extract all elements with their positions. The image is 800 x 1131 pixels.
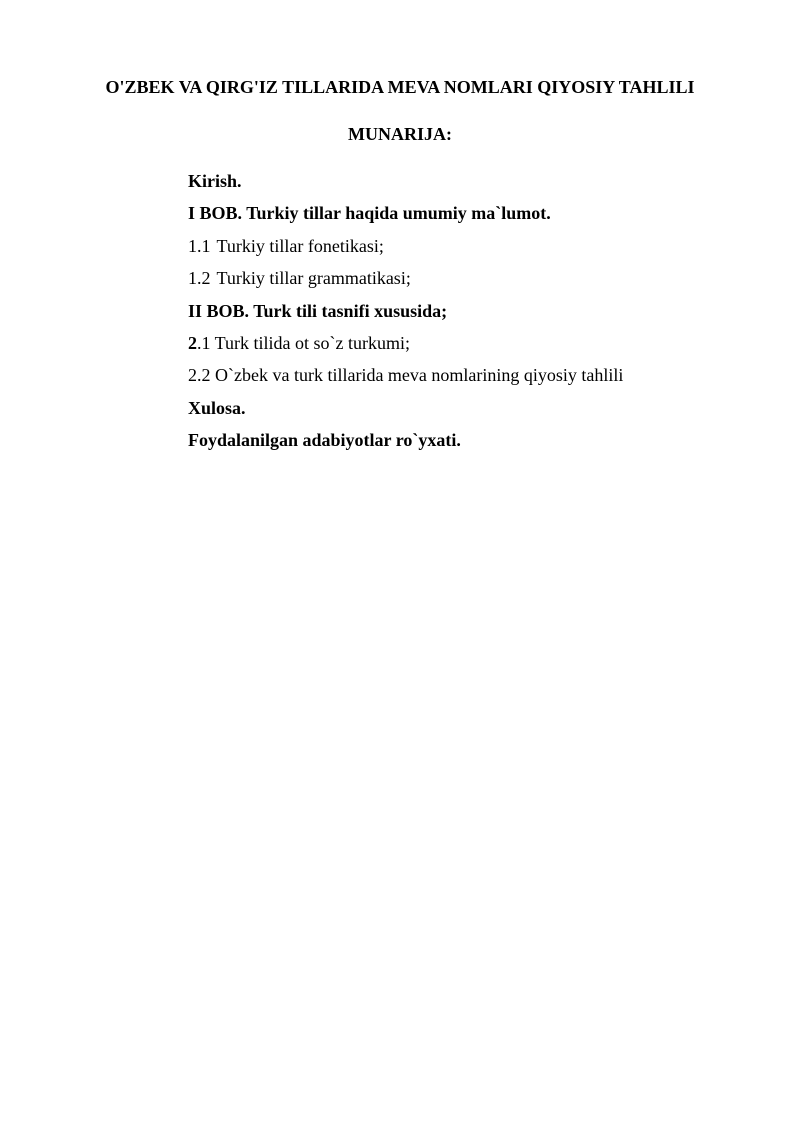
- toc-entry-introduction: Kirish.: [188, 171, 242, 191]
- table-of-contents: [188, 170, 623, 462]
- section-number: 1.2: [188, 268, 211, 289]
- toc-entry-references: Foydalanilgan adabiyotlar ro`yxati.: [188, 430, 461, 451]
- document-title: O'ZBEK VA QIRG'IZ TILLARIDA MEVA NOMLARI QIYOSIY TAHLILI: [105, 77, 695, 97]
- toc-entry-section-2-2: 2.2 O`zbek va turk tillarida meva nomlarining qiyosiy tahlili: [188, 365, 624, 386]
- toc-entry-chapter-1: I BOB. Turkiy tillar haqida umumiy ma`lumot.: [188, 203, 551, 224]
- contents-heading: MUNARIJA:: [348, 124, 452, 144]
- toc-entry-section-2-1: [188, 332, 623, 354]
- toc-entry-chapter-2: II BOB. Turk tili tasnifi xususida;: [188, 300, 448, 321]
- toc-entry-section-1-1: [188, 235, 623, 257]
- section-title: Turkiy tillar fonetikasi;: [216, 235, 384, 256]
- section-number: 1.1: [188, 235, 211, 256]
- toc-entry-section-1-2: [188, 267, 623, 289]
- section-title: .1 Turk tilida ot so`z turkumi;: [197, 332, 411, 353]
- section-number: 2: [188, 332, 197, 353]
- section-title: Turkiy tillar grammatikasi;: [216, 268, 411, 289]
- toc-entry-conclusion: Xulosa.: [188, 397, 246, 418]
